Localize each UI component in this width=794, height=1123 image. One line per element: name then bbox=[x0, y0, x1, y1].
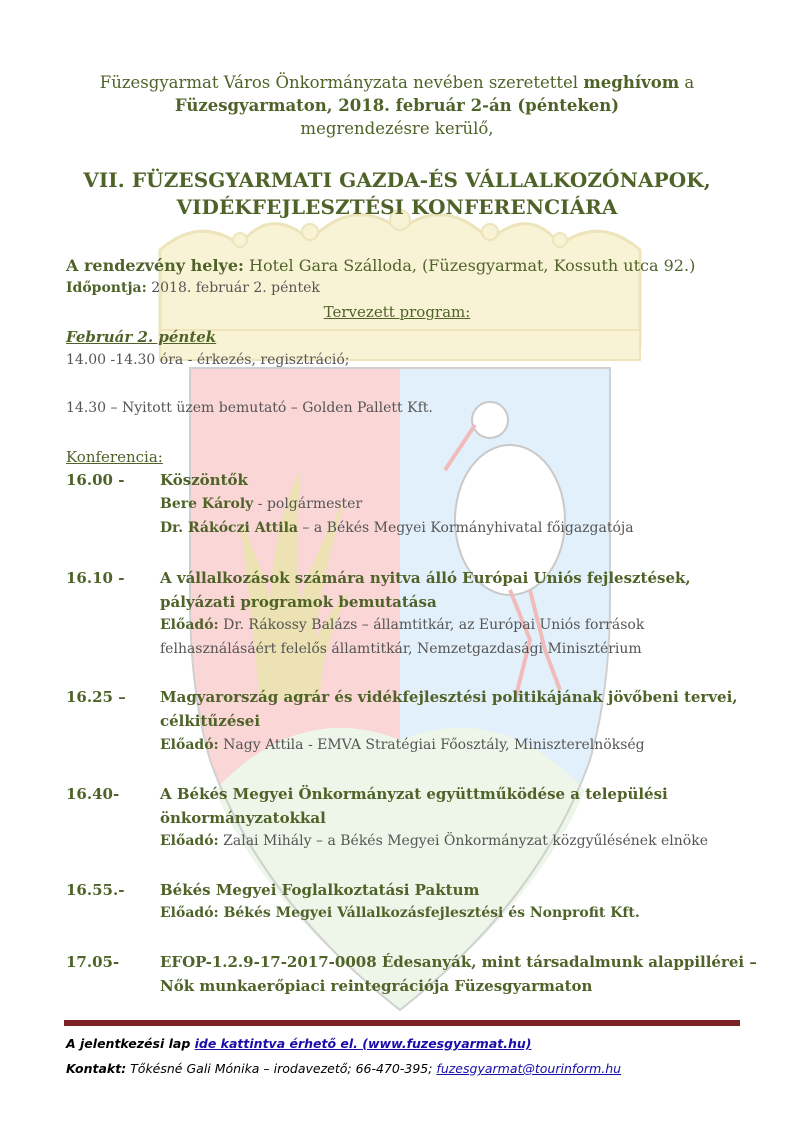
session-time: 16.00 - bbox=[66, 471, 125, 489]
speaker-role: - polgármester bbox=[253, 496, 363, 512]
intro-line-3: megrendezésre kerülő, bbox=[300, 119, 494, 138]
program-heading: Tervezett program: bbox=[323, 303, 471, 321]
event-title-line-2: VIDÉKFEJLESZTÉSI KONFERENCIÁRA bbox=[176, 195, 618, 219]
session-title: EFOP-1.2.9-17-2017-0008 Édesanyák, mint társadalmunk alappillérei – bbox=[160, 953, 757, 971]
session-title: A vállalkozások számára nyitva álló Európai Uniós fejlesztések, bbox=[160, 569, 691, 587]
session-speaker bbox=[160, 833, 708, 849]
speaker-role: Dr. Rákossy Balázs – államtitkár, az Európai Uniós források bbox=[218, 617, 645, 633]
session-time: 16.55.- bbox=[66, 881, 125, 899]
speaker-label: Előadó: bbox=[160, 737, 219, 753]
day-heading: Február 2. péntek bbox=[66, 328, 217, 346]
session-time: 16.40- bbox=[66, 785, 120, 803]
venue-label: A rendezvény helye: bbox=[66, 256, 244, 275]
intro-line-1 bbox=[0, 73, 794, 92]
intro-text: Füzesgyarmat Város Önkormányzata nevében szeretettel bbox=[99, 73, 584, 92]
session-time: 17.05- bbox=[66, 953, 120, 971]
speaker-role: Nagy Attila - EMVA Stratégiai Főosztály, Miniszterelnökség bbox=[218, 737, 645, 753]
date-label: Időpontja: bbox=[66, 280, 147, 296]
speaker-role: Zalai Mihály – a Békés Megyei Önkormányzat közgyűlésének elnöke bbox=[218, 833, 708, 849]
session-title: A Békés Megyei Önkormányzat együttműködése a települési bbox=[160, 785, 668, 803]
intro-line-2: Füzesgyarmaton, 2018. február 2-án (pénteken) bbox=[174, 96, 620, 115]
session-speaker bbox=[160, 520, 634, 536]
speaker-role: – a Békés Megyei Kormányhivatal főigazgatója bbox=[297, 520, 634, 536]
contact-email-link[interactable]: fuzesgyarmat@tourinform.hu bbox=[436, 1061, 622, 1076]
session-title: Köszöntők bbox=[160, 471, 248, 489]
event-title-line-1: VII. FÜZESGYARMATI GAZDA-ÉS VÁLLALKOZÓNAPOK, bbox=[83, 168, 711, 192]
footer-divider bbox=[64, 1020, 740, 1026]
session-time: 16.10 - bbox=[66, 569, 125, 587]
date-value: 2018. február 2. péntek bbox=[146, 280, 320, 296]
session-title: Magyarország agrár és vidékfejlesztési politikájának jövőbeni tervei, bbox=[160, 688, 738, 706]
registration-line bbox=[66, 1036, 532, 1051]
intro-text-end: a bbox=[679, 73, 695, 92]
contact-label: Kontakt: bbox=[66, 1061, 127, 1076]
session-speaker bbox=[160, 905, 640, 921]
contact-text: Tőkésné Gali Mónika – irodavezető; 66-470-395; bbox=[126, 1061, 437, 1076]
session-speaker bbox=[160, 617, 644, 633]
speaker-label: Előadó: bbox=[160, 617, 219, 633]
speaker-label: Előadó: bbox=[160, 833, 219, 849]
session-speaker-cont: felhasználásáért felelős államtitkár, Nemzetgazdasági Minisztérium bbox=[160, 641, 642, 657]
registration-link[interactable]: ide kattintva érhető el. (www.fuzesgyarmat.hu) bbox=[194, 1036, 532, 1051]
session-speaker bbox=[160, 737, 645, 753]
session-speaker bbox=[160, 496, 362, 512]
schedule-item-registration: 14.00 -14.30 óra - érkezés, regisztráció; bbox=[66, 352, 350, 368]
conference-heading: Konferencia: bbox=[66, 448, 163, 466]
session-time: 16.25 – bbox=[66, 688, 126, 706]
session-title-cont: célkitűzései bbox=[160, 712, 261, 730]
speaker-name: Dr. Rákóczi Attila bbox=[160, 520, 298, 536]
speaker-label: Előadó: Békés Megyei Vállalkozásfejlesztési és Nonprofit Kft. bbox=[160, 905, 640, 921]
registration-label: A jelentkezési lap bbox=[66, 1036, 195, 1051]
session-title-cont: önkormányzatokkal bbox=[160, 809, 326, 827]
speaker-name: Bere Károly bbox=[160, 496, 254, 512]
session-title: Békés Megyei Foglalkoztatási Paktum bbox=[160, 881, 480, 899]
date-line bbox=[66, 280, 320, 296]
session-title-cont: pályázati programok bemutatása bbox=[160, 593, 437, 611]
venue-value: Hotel Gara Szálloda, (Füzesgyarmat, Kossuth utca 92.) bbox=[243, 256, 696, 275]
venue-line bbox=[66, 256, 695, 275]
session-title-cont: Nők munkaerőpiaci reintegrációja Füzesgyarmaton bbox=[160, 977, 593, 995]
intro-bold: meghívom bbox=[583, 73, 680, 92]
contact-line bbox=[66, 1061, 621, 1076]
schedule-item-plant-tour: 14.30 – Nyitott üzem bemutató – Golden Pallett Kft. bbox=[66, 400, 433, 416]
